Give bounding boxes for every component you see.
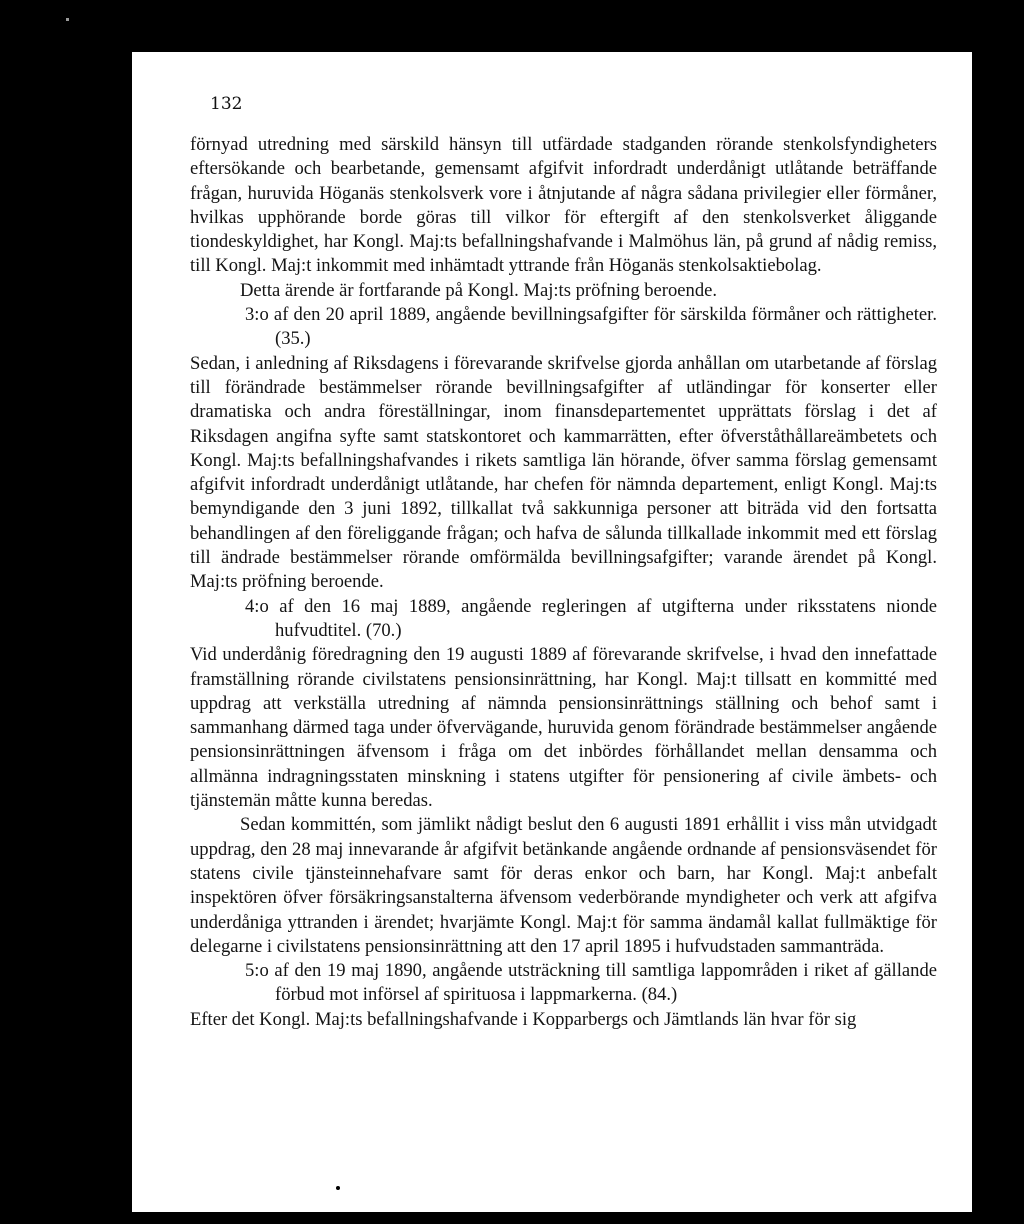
paragraph-continues: Efter det Kongl. Maj:ts befallningshafvande i Kopparbergs och Jämtlands län hvar för sig [190, 1008, 857, 1030]
paragraph-status-note: Detta ärende är fortfarande på Kongl. Maj:ts pröfning beroende. [240, 279, 718, 301]
list-item-5: 5:o af den 19 maj 1890, angående utsträckning till samtliga lappområden i riket af gällande förbud mot införsel af spirituosa i lappmarkerna. (84.) [245, 960, 937, 1006]
paragraph-bevillning: Sedan, i anledning af Riksdagens i förevarande skrifvelse gjorda anhållan om utarbetande af förslag till förändrade bestämmelser rörande bevillningsafgifter af utländingar för konserter eller dramatiska och andra föreställningar, inom finansdepartementet upprättats förslag i det af Riksdagen angifna syfte samt statskontoret och kammarrätten, efter öfverståthållareämbetets och Kongl. Maj:ts befallningshafvandes i rikets samtliga län hörande, öfver samma förslag gemensamt afgifvit infordradt underdånigt utlåtande, har chefen för nämnda departement, enligt Kongl. Maj:ts bemyndigande den 3 juni 1892, tillkallat två sakkunniga personer att biträda vid den fortsatta behandlingen af den föreliggande frågan; och hafva de sålunda tillkallade inkommit med ett förslag till ändrade bestämmelser rörande omförmälda bevillningsafgifter; varande ärendet på Kongl. Maj:ts pröfning beroende. [190, 352, 937, 593]
document-body [190, 133, 937, 1032]
list-item-4: 4:o af den 16 maj 1889, angående regleringen af utgifterna under riksstatens nionde hufvudtitel. (70.) [245, 595, 937, 641]
paragraph-pension-committee: Vid underdånig föredragning den 19 augusti 1889 af förevarande skrifvelse, i hvad den innefattade framställning rörande civilstatens pensionsinrättning, har Kongl. Maj:t tillsatt en kommitté med uppdrag att verkställa utredning af nämnda pensionsinrättnings ställning och behof samt i sammanhang därmed taga under öfvervägande, huruvida genom förändrade bestämmelser angående pensionsinrättningen äfvensom i fråga om det inbördes förhållandet mellan densamma och allmänna indragningsstaten minskning i statens utgifter för pensionering af civile ämbets- och tjänstemän måtte kunna beredas. [190, 644, 937, 812]
scan-speck [66, 18, 69, 21]
paragraph-continuation: förnyad utredning med särskild hänsyn till utfärdade stadganden rörande stenkolsfyndigheters eftersökande och bearbetande, gemensamt afgifvit infordradt underdånigt utlåtande beträffande frågan, huruvida Höganäs stenkolsverk vore i åtnjutande af några sådana privilegier eller förmåner, hvilkas upphörande borde göras till vilkor för eftergift af den stenkolsverket åliggande tiondeskyldighet, har Kongl. Maj:ts befallningshafvande i Malmöhus län, på grund af nådig remiss, till Kongl. Maj:t inkommit med inhämtadt yttrande från Höganäs stenkolsaktiebolag. [190, 134, 937, 277]
page-number: 132 [210, 94, 243, 114]
paragraph-pension-report: Sedan kommittén, som jämlikt nådigt beslut den 6 augusti 1891 erhållit i viss mån utvidgadt uppdrag, den 28 maj innevarande år afgifvit betänkande angående ordnande af pensionsväsendet för statens civile tjänsteinnehafvare samt för deras enkor och barn, har Kongl. Maj:t anbefalt inspektören öfver försäkringsanstalterna äfvensom vederbörande myndigheter och verk att afgifva underdåniga yttranden i ärendet; hvarjämte Kongl. Maj:t för samma ändamål kallat fullmäktige för delegarne i civilstatens pensionsinrättning att den 17 april 1895 i hufvudstaden sammanträda. [190, 814, 937, 957]
scan-speck-bottom [336, 1186, 340, 1190]
list-item-3: 3:o af den 20 april 1889, angående bevillningsafgifter för särskilda förmåner och rättigheter. (35.) [245, 304, 937, 350]
